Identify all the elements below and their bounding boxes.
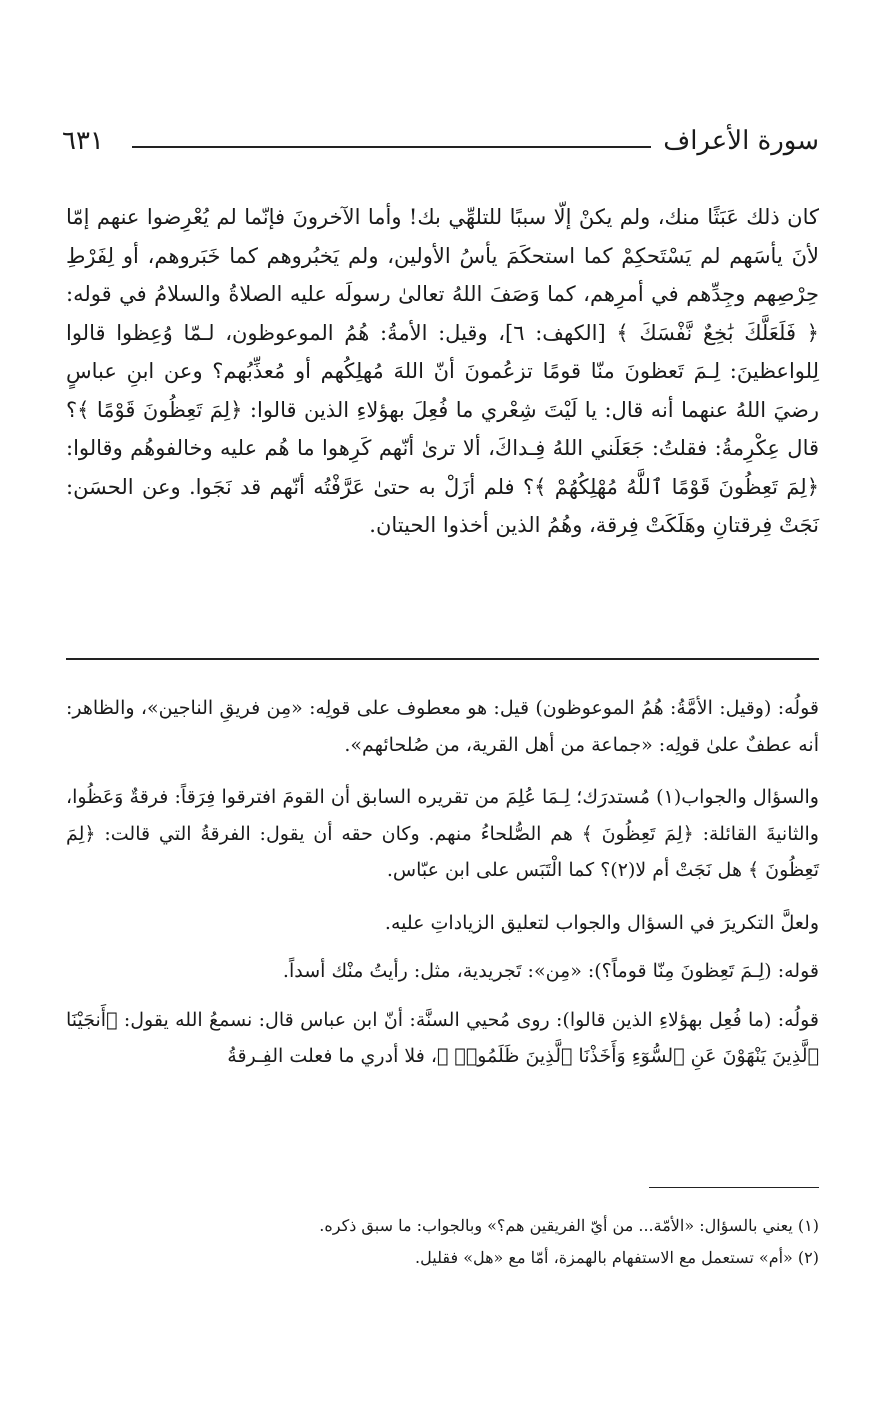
footnote: (١) يعني بالسؤال: «الأمّة... من أيّ الفريقين هم؟» وبالجواب: ما سبق ذكره.	[319, 1216, 819, 1235]
footnote-rule	[649, 1187, 819, 1188]
page-header	[62, 126, 819, 166]
commentary-paragraph: ولعلَّ التكريرَ في السؤال والجواب لتعليق الزياداتِ عليه.	[384, 911, 819, 934]
section-divider	[66, 658, 819, 660]
header-rule	[132, 146, 651, 148]
commentary-paragraph: قولُه: (ما فُعِل بهؤلاءِ الذين قالوا): روى مُحيي السنَّة: أنّ ابن عباس قال: نسمعُ الله يقول: ﴿أَنجَيْنَا ٱلَّذِينَ يَنْهَوْنَ عَنِ ٱلسُّوٓءِ وَأَخَذْنَا ٱلَّذِينَ ظَلَمُوا۟ ﴾، فلا أدري ما فعلت الفِـرقةُ	[66, 1008, 819, 1067]
commentary-paragraph: قوله: (لِـمَ تَعِظونَ مِنّا قوماً؟): «مِن»: تَجريدية، مثل: رأيتُ منْك أسداً.	[282, 960, 819, 982]
footnotes	[66, 1210, 819, 1274]
commentary	[66, 690, 819, 1091]
page-number: ٦٣١	[62, 126, 104, 156]
commentary-paragraph: والسؤال والجواب(١) مُستدرَك؛ لِـمَا عُلِمَ من تقريره السابق أن القومَ افترقوا فِرَقاً: فرقةٌ وَعَظُوا، والثانيةَ القائلة: ﴿لِمَ تَعِظُونَ ﴾ هم الصُّلحاءُ منهم. وكان حقه أن يقول: الفرقةُ التي قالت: ﴿لِمَ تَعِظُونَ ﴾ هل نَجَتْ أم لا(٢)؟ كما الْتَبَس على ابن عبّاس.	[66, 786, 819, 881]
surah-title: سورة الأعراف	[663, 126, 819, 156]
main-text	[66, 198, 819, 545]
main-paragraph: كان ذلك عَبَثًا منك، ولم يكنْ إلّا سببًا للتلهِّي بك! وأما الآخرونَ فإنّما لم يُعْرِضوا عنهم إمّا لأنَ يأسَهم لم يَسْتَحكِمْ كما استحكَمَ يأسُ الأولين، ولم يَخبُروهم كما خَبَروهم، أو لِفَرْطِ حِرْصِهم وجِدِّهم في أمرِهم، كما وَصَفَ اللهُ تعالىٰ رسولَه عليه الصلاةُ والسلامُ في قوله: ﴿ فَلَعَلَّكَ بَٰخِعٌ نَّفْسَكَ ﴾ [الكهف: ٦]، وقيل: الأمةُ: هُمُ الموعوظون، لـمّا وُعِظوا قالوا لِلواعظينَ: لِـمَ تَعظونَ منّا قومًا تزعُمونَ أنّ اللهَ مُهلِكُهم أو مُعذِّبُهم؟ وعن ابنِ عباسٍ رضيَ اللهُ عنهما أنه قال: يا لَيْتَ شِعْري ما فُعِلَ بهؤلاءِ الذين قالوا: ﴿لِمَ تَعِظُونَ قَوْمًا ﴾؟ قال عِكْرِمةُ: فقلتُ: جَعَلَني اللهُ فِـداكَ، ألا ترىٰ أنّهم كَرِهوا ما هُم عليه وخالفوهُم وقالوا: ﴿لِمَ تَعِظُونَ قَوْمًا ٱللَّهُ مُهْلِكُهُمْ ﴾؟ فلم أزَلْ به حتىٰ عَرَّفْتُه أنّهم قد نَجَوا. وعن الحسَن: نَجَتْ فِرقتانِ وهَلَكَتْ فِرقة، وهُمُ الذين أخذوا الحيتان.	[66, 205, 819, 537]
footnote: (٢) «أم» تستعمل مع الاستفهام بالهمزة، أمّا مع «هل» فقليل.	[415, 1248, 819, 1267]
commentary-paragraph: قولُه: (وقيل: الأمَّةُ: هُمُ الموعوظون) قيل: هو معطوف على قولِه: «مِن فريقِ الناجين»، والظاهر: أنه عطفٌ علىٰ قولِه: «جماعة من أهل القرية، من صُلحائهم».	[66, 697, 819, 756]
